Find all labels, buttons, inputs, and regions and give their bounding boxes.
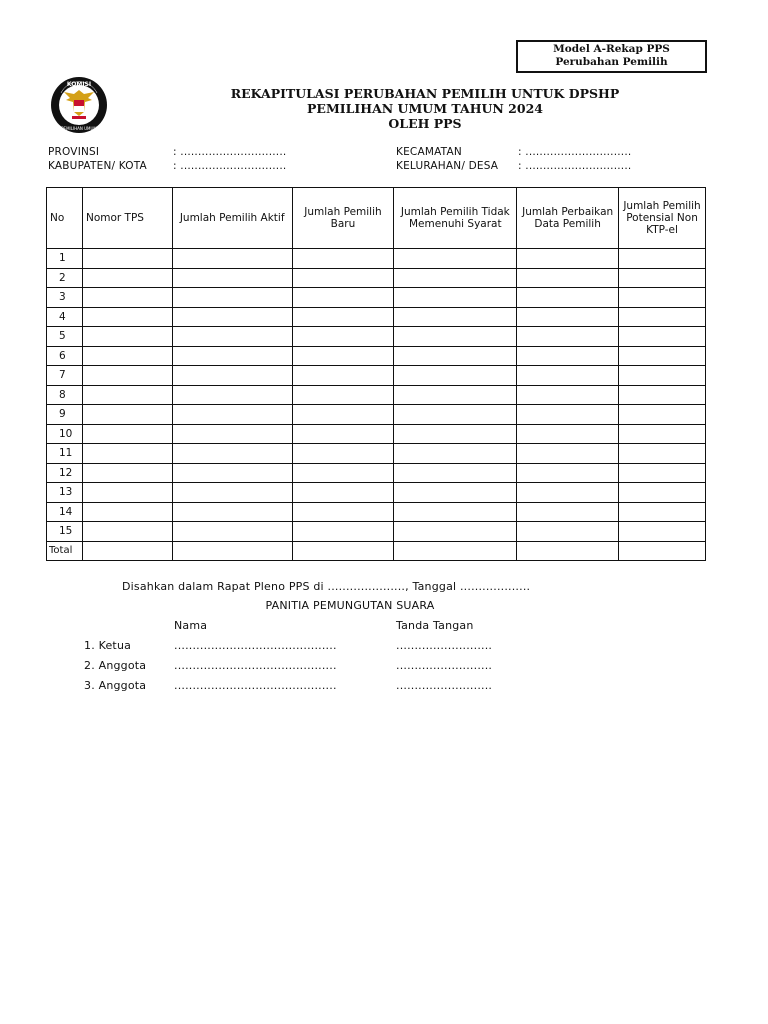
kecamatan-value: : .............................. <box>518 146 632 158</box>
table-cell <box>172 268 292 288</box>
table-cell <box>82 463 172 483</box>
table-cell <box>292 307 394 327</box>
table-cell <box>394 502 517 522</box>
table-cell <box>292 268 394 288</box>
table-row <box>47 424 706 444</box>
table-cell <box>82 444 172 464</box>
table-cell <box>292 424 394 444</box>
table-cell <box>292 463 394 483</box>
table-cell <box>82 366 172 386</box>
total-label: Total <box>47 541 83 561</box>
title-line-3: OLEH PPS <box>388 116 462 131</box>
table-cell <box>82 522 172 542</box>
table-cell <box>82 268 172 288</box>
provinsi-value: : .............................. <box>173 146 287 158</box>
table-cell <box>619 288 706 308</box>
table-cell <box>619 385 706 405</box>
table-cell <box>292 483 394 503</box>
table-row <box>47 385 706 405</box>
col-header-no: No <box>47 188 83 249</box>
kecamatan-label: KECAMATAN <box>396 146 462 158</box>
table-cell <box>394 405 517 425</box>
table-cell <box>172 249 292 269</box>
table-cell <box>517 385 619 405</box>
table-cell <box>394 444 517 464</box>
table-cell <box>394 522 517 542</box>
table-cell <box>394 463 517 483</box>
kelurahan-label: KELURAHAN/ DESA <box>396 160 499 172</box>
table-cell <box>172 346 292 366</box>
row-number: 13 <box>47 483 83 503</box>
row-number: 1 <box>47 249 83 269</box>
table-cell <box>619 405 706 425</box>
table-cell <box>82 288 172 308</box>
table-cell <box>292 405 394 425</box>
table-row <box>47 502 706 522</box>
title-line-1: REKAPITULASI PERUBAHAN PEMILIH UNTUK DPSHP <box>230 86 620 101</box>
table-cell <box>394 307 517 327</box>
table-cell <box>517 444 619 464</box>
table-cell <box>517 346 619 366</box>
table-cell <box>394 483 517 503</box>
signer-sign-line: .......................... <box>396 679 493 692</box>
table-cell <box>292 522 394 542</box>
table-cell <box>82 307 172 327</box>
total-cell <box>619 541 706 561</box>
table-cell <box>517 268 619 288</box>
row-number: 3 <box>47 288 83 308</box>
row-number: 5 <box>47 327 83 347</box>
col-header-nomor-tps: Nomor TPS <box>82 188 172 249</box>
title-line-2: PEMILIHAN UMUM TAHUN 2024 <box>307 101 543 116</box>
recap-table <box>46 187 706 561</box>
kecamatan-field <box>396 146 631 158</box>
kabupaten-value: : .............................. <box>173 160 287 172</box>
table-cell <box>517 307 619 327</box>
table-cell <box>517 288 619 308</box>
form-model-line2: Perubahan Pemilih <box>555 56 668 68</box>
panitia-title: PANITIA PEMUNGUTAN SUARA <box>265 599 435 612</box>
table-cell <box>517 366 619 386</box>
table-cell <box>172 307 292 327</box>
table-cell <box>292 502 394 522</box>
table-cell <box>394 327 517 347</box>
table-cell <box>82 385 172 405</box>
total-cell <box>517 541 619 561</box>
row-number: 10 <box>47 424 83 444</box>
col-header-pemilih-aktif: Jumlah Pemilih Aktif <box>172 188 292 249</box>
signer-role: 1. Ketua <box>84 639 132 652</box>
total-cell <box>82 541 172 561</box>
table-cell <box>292 288 394 308</box>
col-header-potensial-non-ktp: Jumlah Pemilih Potensial Non KTP-el <box>619 188 706 249</box>
table-cell <box>394 424 517 444</box>
signer-name-line: ............................................ <box>174 659 337 672</box>
table-row <box>47 463 706 483</box>
table-cell <box>172 405 292 425</box>
table-cell <box>394 268 517 288</box>
nama-header: Nama <box>174 619 208 632</box>
col-header-perbaikan-data: Jumlah Perbaikan Data Pemilih <box>517 188 619 249</box>
table-row <box>47 483 706 503</box>
table-cell <box>394 385 517 405</box>
row-number: 6 <box>47 346 83 366</box>
table-cell <box>82 327 172 347</box>
table-cell <box>619 463 706 483</box>
total-cell <box>172 541 292 561</box>
table-cell <box>172 502 292 522</box>
kabupaten-label: KABUPATEN/ KOTA <box>48 160 147 172</box>
table-cell <box>517 405 619 425</box>
provinsi-label: PROVINSI <box>48 146 100 158</box>
table-cell <box>82 405 172 425</box>
table-cell <box>292 444 394 464</box>
table-cell <box>82 346 172 366</box>
table-cell <box>517 424 619 444</box>
table-cell <box>292 327 394 347</box>
table-cell <box>394 366 517 386</box>
table-cell <box>619 346 706 366</box>
kelurahan-field <box>396 160 631 172</box>
table-cell <box>172 483 292 503</box>
table-cell <box>619 327 706 347</box>
table-cell <box>394 288 517 308</box>
table-row <box>47 268 706 288</box>
row-number: 7 <box>47 366 83 386</box>
table-header-row <box>47 188 706 249</box>
table-cell <box>619 502 706 522</box>
table-cell <box>394 249 517 269</box>
row-number: 14 <box>47 502 83 522</box>
signer-role: 2. Anggota <box>84 659 147 672</box>
table-cell <box>517 327 619 347</box>
table-cell <box>517 483 619 503</box>
table-row <box>47 288 706 308</box>
table-cell <box>619 522 706 542</box>
table-cell <box>517 522 619 542</box>
row-number: 4 <box>47 307 83 327</box>
row-number: 9 <box>47 405 83 425</box>
signer-sign-line: .......................... <box>396 659 493 672</box>
table-row <box>47 522 706 542</box>
row-number: 8 <box>47 385 83 405</box>
form-model-line1: Model A-Rekap PPS <box>553 43 670 55</box>
table-cell <box>517 463 619 483</box>
table-cell <box>292 385 394 405</box>
table-cell <box>172 424 292 444</box>
table-cell <box>82 483 172 503</box>
table-cell <box>619 249 706 269</box>
table-row <box>47 307 706 327</box>
col-header-pemilih-baru: Jumlah Pemilih Baru <box>292 188 394 249</box>
row-number: 11 <box>47 444 83 464</box>
col-header-tidak-memenuhi-syarat: Jumlah Pemilih Tidak Memenuhi Syarat <box>394 188 517 249</box>
table-total-row <box>47 541 706 561</box>
row-number: 12 <box>47 463 83 483</box>
table-cell <box>619 483 706 503</box>
signer-sign-line: .......................... <box>396 639 493 652</box>
table-cell <box>292 249 394 269</box>
tanda-tangan-header: Tanda Tangan <box>396 619 474 632</box>
table-cell <box>292 366 394 386</box>
table-row <box>47 366 706 386</box>
kelurahan-value: : .............................. <box>518 160 632 172</box>
table-cell <box>82 249 172 269</box>
table-cell <box>619 366 706 386</box>
table-cell <box>619 424 706 444</box>
table-cell <box>82 502 172 522</box>
table-cell <box>172 288 292 308</box>
signer-name-line: ............................................ <box>174 679 337 692</box>
table-cell <box>394 346 517 366</box>
table-cell <box>619 307 706 327</box>
table-cell <box>172 522 292 542</box>
table-row <box>47 249 706 269</box>
row-number: 15 <box>47 522 83 542</box>
total-cell <box>292 541 394 561</box>
table-cell <box>172 366 292 386</box>
table-cell <box>619 268 706 288</box>
table-cell <box>172 385 292 405</box>
table-cell <box>172 463 292 483</box>
row-number: 2 <box>47 268 83 288</box>
table-cell <box>172 327 292 347</box>
table-cell <box>517 502 619 522</box>
kpu-logo-icon <box>50 76 108 134</box>
table-cell <box>517 249 619 269</box>
disahkan-text: Disahkan dalam Rapat Pleno PPS di ....................., Tanggal ................... <box>122 580 531 593</box>
table-row <box>47 346 706 366</box>
logo-bottom-text: PEMILIHAN UMUM <box>61 126 97 131</box>
table-row <box>47 327 706 347</box>
logo-top-text: KOMISI <box>66 81 92 88</box>
kabupaten-field <box>48 160 286 172</box>
table-cell <box>172 444 292 464</box>
table-cell <box>82 424 172 444</box>
table-row <box>47 405 706 425</box>
table-row <box>47 444 706 464</box>
table-cell <box>619 444 706 464</box>
table-cell <box>292 346 394 366</box>
provinsi-field <box>48 146 286 158</box>
form-model-box <box>516 40 707 73</box>
signer-name-line: ............................................ <box>174 639 337 652</box>
total-cell <box>394 541 517 561</box>
signer-role: 3. Anggota <box>84 679 147 692</box>
